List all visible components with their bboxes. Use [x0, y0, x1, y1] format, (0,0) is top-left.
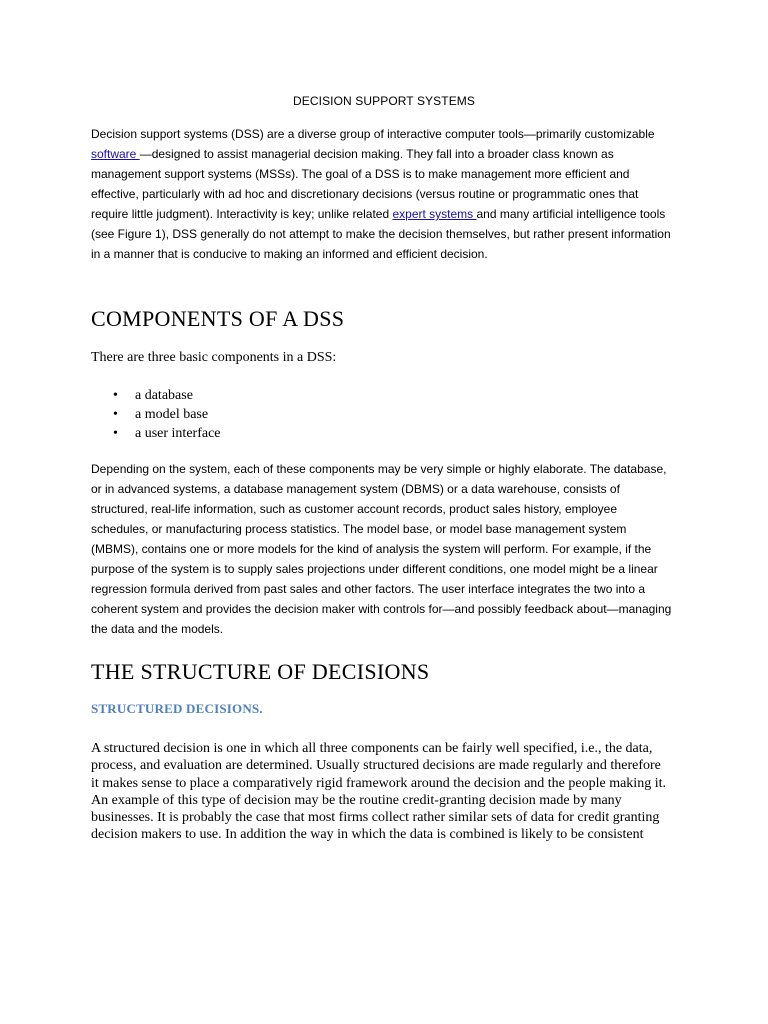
structure-heading: THE STRUCTURE OF DECISIONS [91, 659, 430, 684]
bullet-icon: • [113, 388, 118, 403]
components-list [91, 386, 221, 443]
intro-text-3: and many artificial intelligence tools (see Figure 1), DSS generally do not attempt to make the decision themselves, but rather present information in a manner that is conducive to making an informed and efficient decision. [91, 207, 671, 261]
structured-decisions-subheading: STRUCTURED DECISIONS. [91, 701, 263, 716]
software-link[interactable]: software [91, 147, 140, 161]
intro-paragraph [91, 124, 677, 264]
list-item [91, 386, 221, 405]
intro-text-1: Decision support systems (DSS) are a diverse group of interactive computer tools—primarily customizable [91, 127, 655, 141]
list-item [91, 424, 221, 443]
list-item-text: a user interface [135, 426, 221, 441]
components-intro: There are three basic components in a DSS: [91, 350, 337, 365]
components-body-text: Depending on the system, each of these components may be very simple or highly elaborate. The database, or in advanced systems, a database management system (DBMS) or a data warehouse, consists of structured, real-life information, such as customer account records, product sales history, employee schedules, or manufacturing process statistics. The model base, or model base management system (MBMS), contains one or more models for the kind of analysis the system will perform. For example, if the purpose of the system is to supply sales projections under different conditions, one model might be a linear regression formula derived from past sales and other factors. The user interface integrates the two into a coherent system and provides the decision maker with controls for—and possibly feedback about—managing the data and the models. [91, 462, 672, 636]
bullet-icon: • [113, 407, 118, 422]
document-title: DECISION SUPPORT SYSTEMS [293, 94, 475, 108]
components-body-paragraph [91, 459, 677, 639]
structured-decisions-paragraph: A structured decision is one in which all three components can be fairly well specified, i.e., the data, process, and evaluation are determined. Usually structured decisions are made regularly and therefore it makes sense to place a comparatively rigid framework around the decision and the people making it. An example of this type of decision may be the routine credit-granting decision made by many businesses. It is probably the case that most firms collect rather similar sets of data for credit granting decision makers to use. In addition the way in which the data is combined is likely to be consistent [91, 741, 666, 843]
intro-text-2: —designed to assist managerial decision making. They fall into a broader class known as management support systems (MSSs). The goal of a DSS is to make management more efficient and effective, particularly with ad hoc and discretionary decisions (versus routine or programmatic ones that require little judgment). Interactivity is key; unlike related [91, 147, 639, 221]
expert-systems-link[interactable]: expert systems [392, 207, 477, 221]
bullet-icon: • [113, 426, 118, 441]
list-item [91, 405, 221, 424]
list-item-text: a model base [135, 407, 209, 422]
list-item-text: a database [135, 388, 193, 403]
components-heading: COMPONENTS OF A DSS [91, 306, 345, 331]
